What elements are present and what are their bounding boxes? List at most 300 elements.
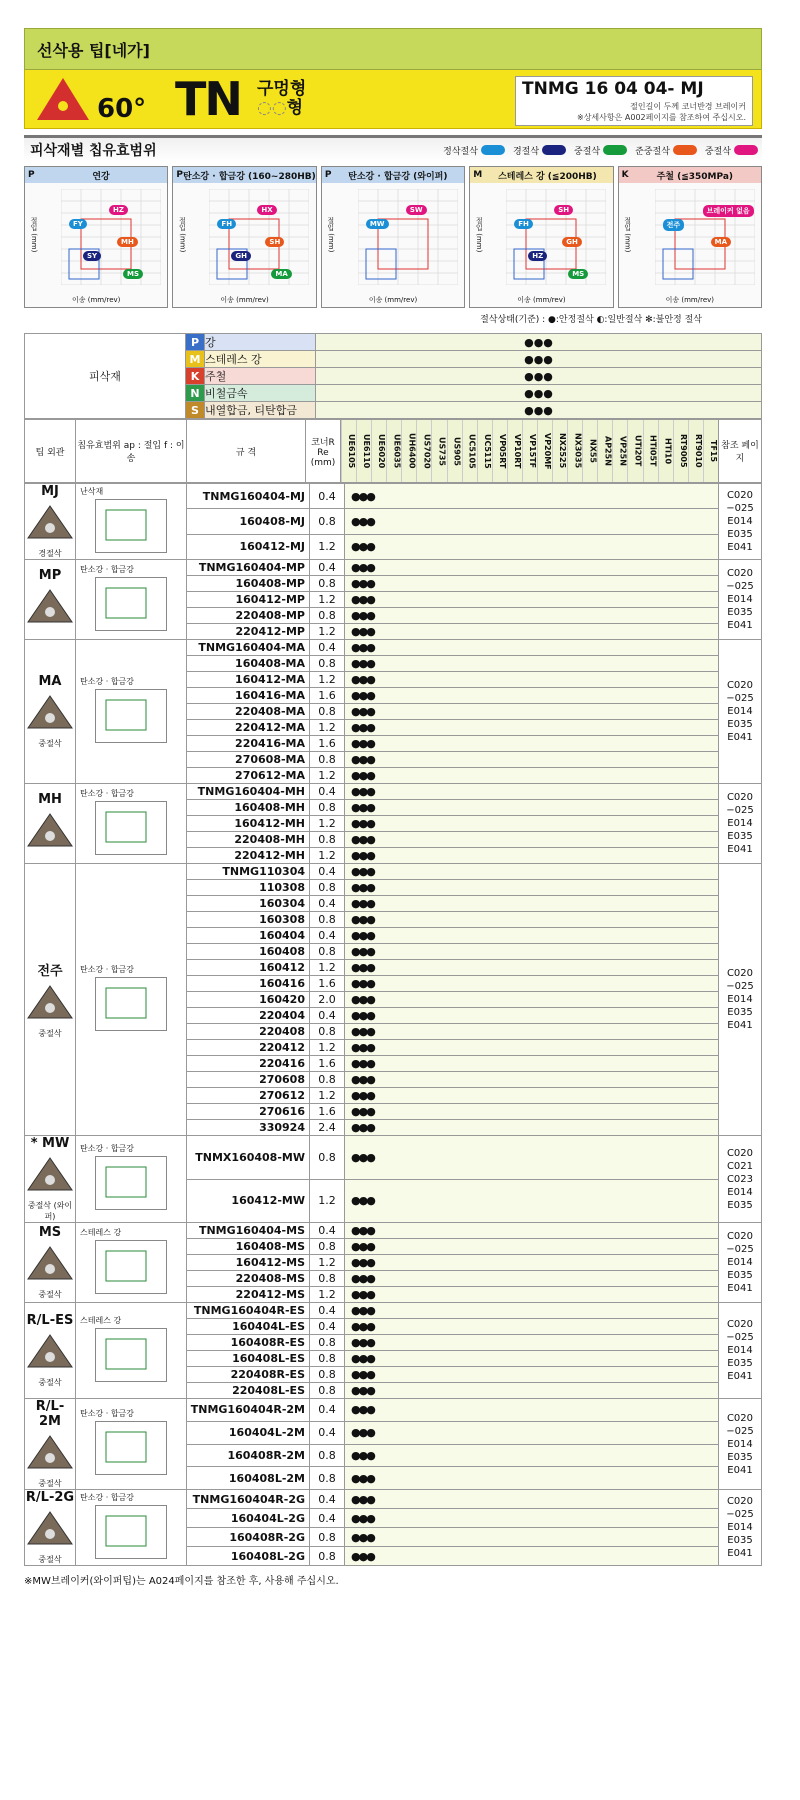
spec: 220408	[187, 1024, 310, 1040]
chart-title: 연강	[92, 171, 110, 182]
corner-radius: 0.4	[310, 1319, 345, 1335]
range-material: 탄소강 · 합금강	[80, 1144, 134, 1153]
corner-radius: 0.8	[310, 832, 345, 848]
legend-swatch	[734, 145, 758, 155]
corner-radius: 0.4	[310, 1399, 345, 1422]
material-dots: ●●●	[316, 351, 762, 368]
spec: 160404L-2M	[187, 1421, 310, 1444]
corner-radius: 0.8	[310, 1467, 345, 1490]
breaker-tag: MH	[117, 237, 138, 247]
chart-code: P	[176, 170, 184, 180]
grade-dots: ●●●	[345, 624, 719, 640]
spec: 160408-MS	[187, 1239, 310, 1255]
grade-name: UH6400	[401, 420, 416, 482]
chip-chart	[172, 166, 316, 308]
spec: 160408-MA	[187, 656, 310, 672]
tip-use: 중절삭	[38, 1479, 62, 1488]
grade-dots: ●●●	[345, 1490, 719, 1509]
grade-dots: ●●●	[345, 800, 719, 816]
corner-radius: 0.4	[310, 1490, 345, 1509]
grade-name: US7020	[416, 420, 431, 482]
ref-pages: C020 −025 E014 E035 E041	[719, 640, 762, 784]
range-material: 탄소강 · 합금강	[80, 564, 134, 574]
corner-radius: 0.8	[310, 1239, 345, 1255]
spec: 270616	[187, 1104, 310, 1120]
ref-pages: C020 −025 E014 E035 E041	[719, 1223, 762, 1303]
spec: 220404	[187, 1008, 310, 1024]
grade-dots: ●●●	[345, 1444, 719, 1467]
corner-radius: 1.2	[310, 848, 345, 864]
grade-dots: ●●●	[345, 1351, 719, 1367]
spec: TNMG160404-MH	[187, 784, 310, 800]
spec: 160408-MJ	[187, 509, 310, 534]
legend-item: 경절삭	[513, 144, 566, 157]
spec: 160404L-ES	[187, 1319, 310, 1335]
grade-dots: ●●●	[345, 1120, 719, 1136]
spec: 160404L-2G	[187, 1509, 310, 1528]
x-axis-label: 이송 (mm/rev)	[517, 296, 566, 304]
grade-name: UE6110	[356, 420, 371, 482]
corner-radius: 0.4	[310, 1421, 345, 1444]
grade-dots: ●●●	[345, 864, 719, 880]
angle-label: 60°	[97, 94, 147, 124]
breaker-tag: 브레이커 없음	[703, 205, 754, 217]
grade-dots: ●●●	[345, 576, 719, 592]
grade-dots: ●●●	[345, 1547, 719, 1566]
material-code: M	[186, 351, 205, 368]
corner-radius: 0.8	[310, 704, 345, 720]
tip-cell	[25, 1490, 76, 1566]
corner-radius: 1.2	[310, 592, 345, 608]
grade-header	[24, 419, 762, 483]
corner-radius: 0.8	[310, 912, 345, 928]
chart-title: 탄소강 · 합금강 (160~280HB)	[183, 171, 316, 182]
product-row	[25, 1303, 762, 1319]
corner-radius: 1.6	[310, 1104, 345, 1120]
range-graph	[95, 1421, 167, 1475]
grade-name: VP25N	[612, 420, 627, 482]
spec: 160408R-ES	[187, 1335, 310, 1351]
grade-dots: ●●●	[345, 1367, 719, 1383]
grade-dots: ●●●	[345, 1528, 719, 1547]
tip-cell	[25, 784, 76, 864]
spec: 330924	[187, 1120, 310, 1136]
material-dots: ●●●	[316, 334, 762, 351]
grade-name: VP15TF	[522, 420, 537, 482]
range-material: 난삭재	[80, 486, 104, 496]
spec: 110308	[187, 880, 310, 896]
corner-radius: 0.8	[310, 1072, 345, 1088]
grade-dots: ●●●	[345, 1509, 719, 1528]
grade-name: NX2525	[552, 420, 567, 482]
spec: 270612	[187, 1088, 310, 1104]
range-graph	[95, 1328, 167, 1382]
legend-item: 정삭절삭	[443, 144, 505, 157]
breaker-tag: MS	[568, 269, 588, 279]
grade-dots: ●●●	[345, 1319, 719, 1335]
tip-name: MP	[38, 567, 62, 583]
tip-cell	[25, 640, 76, 784]
code-example: TNMG 16 04 04- MJ	[522, 79, 704, 99]
spec: 220412-MH	[187, 848, 310, 864]
breaker-tag: MA	[271, 269, 291, 279]
ref-pages: C020 −025 E014 E035 E041	[719, 1399, 762, 1490]
grade-name: UE6020	[371, 420, 386, 482]
grade-name: UC5105	[462, 420, 477, 482]
ref-pages: C020 −025 E014 E035 E041	[719, 1303, 762, 1399]
spec: 160420	[187, 992, 310, 1008]
grade-dots: ●●●	[345, 1303, 719, 1319]
tip-cell	[25, 560, 76, 640]
range-graph	[95, 689, 167, 743]
spec: 220416-MA	[187, 736, 310, 752]
tip-name: R/L-2G	[25, 1490, 75, 1505]
grade-dots: ●●●	[345, 976, 719, 992]
grade-dots: ●●●	[345, 896, 719, 912]
grade-name: US905	[447, 420, 462, 482]
cutting-legend	[443, 144, 762, 157]
spec: TNMG160404-MP	[187, 560, 310, 576]
tip-cell	[25, 864, 76, 1136]
y-axis-label: 절입 (mm)	[623, 217, 632, 253]
spec: 220416	[187, 1056, 310, 1072]
ref-pages: C020 −025 E014 E035 E041	[719, 1490, 762, 1566]
tip-name: * MW	[30, 1136, 70, 1151]
chart-title: 주철 (≦350MPa)	[656, 171, 734, 182]
spec: 160404	[187, 928, 310, 944]
spec: 160412-MJ	[187, 534, 310, 559]
corner-radius: 0.8	[310, 656, 345, 672]
insert-icon	[26, 1432, 74, 1472]
range-graph	[95, 577, 167, 631]
range-cell	[76, 1223, 187, 1303]
corner-radius: 1.2	[310, 1287, 345, 1303]
chart-code: M	[473, 170, 483, 180]
corner-radius: 0.4	[310, 1303, 345, 1319]
material-code: K	[186, 368, 205, 385]
range-graph	[95, 499, 167, 553]
spec: 160408L-ES	[187, 1351, 310, 1367]
chart-title: 탄소강 · 합금강 (와이퍼)	[348, 171, 448, 182]
spec: TNMG160404R-2M	[187, 1399, 310, 1422]
grade-name: HTi05T	[643, 420, 658, 482]
tip-use: 중절삭	[38, 1029, 62, 1038]
breaker-tag: 전주	[663, 219, 685, 231]
corner-radius: 0.8	[310, 752, 345, 768]
product-row	[25, 484, 762, 509]
chart-plot	[209, 189, 309, 287]
spec: 160408R-2G	[187, 1528, 310, 1547]
grade-dots: ●●●	[345, 784, 719, 800]
grade-name: HTi10	[658, 420, 673, 482]
grade-name: UTi20T	[627, 420, 642, 482]
grade-dots: ●●●	[345, 1223, 719, 1239]
grade-name: VP20MF	[537, 420, 552, 482]
material-name: 강	[205, 334, 316, 351]
y-axis-label: 절입 (mm)	[475, 217, 484, 253]
legend-swatch	[481, 145, 505, 155]
chip-chart	[618, 166, 762, 308]
range-material: 탄소강 · 합금강	[80, 964, 134, 974]
corner-radius: 0.4	[310, 640, 345, 656]
material-name: 주철	[205, 368, 316, 385]
chip-range-charts	[24, 166, 762, 308]
tip-cell	[25, 1399, 76, 1490]
range-material: 탄소강 · 합금강	[80, 1409, 134, 1418]
range-material: 스테레스 강	[80, 1227, 122, 1237]
range-cell	[76, 1399, 187, 1490]
corner-radius: 0.4	[310, 1509, 345, 1528]
corner-radius: 0.8	[310, 509, 345, 534]
spec: 160412-MW	[187, 1179, 310, 1223]
grade-dots: ●●●	[345, 816, 719, 832]
grade-dots: ●●●	[345, 1024, 719, 1040]
x-axis-label: 이송 (mm/rev)	[72, 296, 121, 304]
spec: 160416-MA	[187, 688, 310, 704]
material-name: 스테레스 강	[205, 351, 316, 368]
material-code: P	[186, 334, 205, 351]
spec: 220412	[187, 1040, 310, 1056]
product-row	[25, 1136, 762, 1180]
product-table	[24, 483, 762, 1566]
corner-radius: 1.6	[310, 976, 345, 992]
product-type: 구멍형 ◌◌형	[257, 79, 307, 118]
cutting-state-legend: 절삭상태(기준) : ●:안정절삭 ◐:일반절삭 ✻:불안정 절삭	[480, 315, 702, 325]
chip-chart	[469, 166, 613, 308]
grade-dots: ●●●	[345, 1335, 719, 1351]
chart-plot	[61, 189, 161, 287]
grade-dots: ●●●	[345, 752, 719, 768]
grade-dots: ●●●	[345, 1072, 719, 1088]
corner-radius: 1.6	[310, 736, 345, 752]
tip-use: 중절삭	[38, 1378, 62, 1387]
corner-radius: 0.8	[310, 1547, 345, 1566]
material-dots: ●●●	[316, 402, 762, 419]
insert-icon	[26, 692, 74, 732]
ref-pages: C020 −025 E014 E035 E041	[719, 560, 762, 640]
tip-cell	[25, 1303, 76, 1399]
tip-use: 중절삭	[38, 1290, 62, 1299]
breaker-tag: SH	[265, 237, 284, 247]
grade-dots: ●●●	[345, 960, 719, 976]
spec: 270612-MA	[187, 768, 310, 784]
grade-name: RT9010	[688, 420, 703, 482]
corner-radius: 1.2	[310, 624, 345, 640]
spec: 160408R-2M	[187, 1444, 310, 1467]
material-code: S	[186, 402, 205, 419]
tip-name: MA	[38, 674, 62, 689]
chart-plot	[506, 189, 606, 287]
breaker-tag: MS	[123, 269, 143, 279]
grade-dots: ●●●	[345, 1008, 719, 1024]
corner-radius: 0.8	[310, 880, 345, 896]
x-axis-label: 이송 (mm/rev)	[665, 296, 715, 304]
legend-swatch	[673, 145, 697, 155]
tip-name: R/L-2M	[35, 1399, 65, 1429]
insert-icon	[26, 502, 74, 542]
grade-dots: ●●●	[345, 912, 719, 928]
breaker-tag: FY	[69, 219, 87, 229]
breaker-tag: MW	[366, 219, 389, 229]
chart-title: 스테레스 강 (≦200HB)	[498, 171, 597, 182]
grade-dots: ●●●	[345, 656, 719, 672]
grade-dots: ●●●	[345, 1040, 719, 1056]
insert-icon	[26, 810, 74, 850]
grade-name: UE6035	[386, 420, 401, 482]
spec: 160412	[187, 960, 310, 976]
tip-cell	[25, 1223, 76, 1303]
range-material: 스테레스 강	[80, 1315, 122, 1325]
range-cell	[76, 784, 187, 864]
spec: 220412-MP	[187, 624, 310, 640]
spec: 160412-MH	[187, 816, 310, 832]
grade-dots: ●●●	[345, 592, 719, 608]
grade-dots: ●●●	[345, 720, 719, 736]
corner-radius: 0.8	[310, 800, 345, 816]
breaker-tag: GH	[562, 237, 582, 247]
spec: 220408-MP	[187, 608, 310, 624]
corner-radius: 1.6	[310, 1056, 345, 1072]
grade-dots: ●●●	[345, 1271, 719, 1287]
grade-dots: ●●●	[345, 1399, 719, 1422]
chart-plot	[655, 189, 755, 287]
grade-dots: ●●●	[345, 560, 719, 576]
grade-dots: ●●●	[345, 1056, 719, 1072]
spec: 270608-MA	[187, 752, 310, 768]
spec: 220408-MA	[187, 704, 310, 720]
grade-name: AP25N	[597, 420, 612, 482]
grade-dots: ●●●	[345, 1421, 719, 1444]
breaker-tag: FH	[514, 219, 533, 229]
tip-name: 전주	[37, 964, 63, 979]
grade-name: RT9005	[673, 420, 688, 482]
range-graph	[95, 801, 167, 855]
material-table	[24, 333, 762, 419]
y-axis-label: 절입 (mm)	[178, 217, 187, 253]
range-graph	[95, 977, 167, 1031]
code-box	[515, 76, 753, 126]
triangle-icon	[35, 76, 91, 122]
x-axis-label: 이송 (mm/rev)	[368, 296, 418, 304]
y-axis-label: 절입 (mm)	[30, 217, 38, 253]
corner-radius: 1.2	[310, 960, 345, 976]
product-row	[25, 640, 762, 656]
grade-name: VP10RT	[507, 420, 522, 482]
grade-name: NX55	[582, 420, 597, 482]
spec: TNMG160404-MA	[187, 640, 310, 656]
chip-chart	[24, 166, 168, 308]
product-header	[24, 70, 762, 129]
breaker-tag: SW	[406, 205, 427, 215]
category-bar	[24, 28, 762, 70]
corner-radius: 0.4	[310, 864, 345, 880]
corner-radius: 2.0	[310, 992, 345, 1008]
corner-radius: 1.2	[310, 1179, 345, 1223]
spec: 160408L-2M	[187, 1467, 310, 1490]
corner-radius: 0.4	[310, 784, 345, 800]
material-name: 내열합금, 티탄합금	[205, 402, 316, 419]
breaker-tag: SH	[554, 205, 573, 215]
ref-header: 참조 페이지	[719, 420, 762, 483]
grade-name: US735	[431, 420, 446, 482]
spec: TNMG160404R-2G	[187, 1490, 310, 1509]
grade-columns	[341, 420, 719, 483]
range-cell	[76, 1490, 187, 1566]
spec: 160408-MH	[187, 800, 310, 816]
insert-icon	[26, 1243, 74, 1283]
material-dots: ●●●	[316, 368, 762, 385]
legend-item: 중절삭	[574, 144, 627, 157]
corner-radius: 0.8	[310, 1024, 345, 1040]
code-note: ※상세사항은 A002페이지를 참조하여 주십시오.	[577, 113, 746, 122]
tip-cell	[25, 1136, 76, 1223]
spec: 160408-MP	[187, 576, 310, 592]
corner-radius: 0.4	[310, 896, 345, 912]
range-cell	[76, 560, 187, 640]
spec: 160408L-2G	[187, 1547, 310, 1566]
corner-radius: 0.8	[310, 1351, 345, 1367]
grade-dots: ●●●	[345, 880, 719, 896]
grade-dots: ●●●	[345, 736, 719, 752]
legend-item: 중절삭	[705, 144, 758, 157]
column-header: 칩유효범위 ap : 절입 f : 이송	[76, 420, 187, 483]
corner-radius: 1.2	[310, 1088, 345, 1104]
material-dots: ●●●	[316, 385, 762, 402]
grade-dots: ●●●	[345, 1136, 719, 1180]
grade-name: UC5115	[477, 420, 492, 482]
grade-dots: ●●●	[345, 640, 719, 656]
tip-use: 중절삭	[38, 1555, 62, 1564]
footnote: ※MW브레이커(와이퍼팁)는 A024페이지를 참조한 후, 사용해 주십시오.	[24, 1576, 339, 1587]
insert-icon	[26, 1331, 74, 1371]
category-title: 선삭용 팁[네가]	[37, 40, 150, 60]
ref-pages: C020 −025 E014 E035 E041	[719, 784, 762, 864]
corner-radius: 0.4	[310, 1008, 345, 1024]
spec: 220412-MA	[187, 720, 310, 736]
grade-dots: ●●●	[345, 1255, 719, 1271]
grade-name: UE6105	[341, 420, 356, 482]
tip-name: R/L-ES	[26, 1313, 74, 1328]
spec: 160412-MP	[187, 592, 310, 608]
range-graph	[95, 1240, 167, 1294]
grade-name: TF15	[703, 420, 718, 482]
corner-radius: 0.8	[310, 1271, 345, 1287]
corner-radius: 1.2	[310, 816, 345, 832]
grade-dots: ●●●	[345, 1239, 719, 1255]
chart-code: P	[324, 170, 332, 180]
spec: 270608	[187, 1072, 310, 1088]
tip-cell	[25, 484, 76, 560]
spec: TNMX160408-MW	[187, 1136, 310, 1180]
corner-radius: 1.2	[310, 672, 345, 688]
corner-radius: 0.4	[310, 484, 345, 509]
spec: 220408L-ES	[187, 1383, 310, 1399]
legend-item: 준중절삭	[635, 144, 697, 157]
corner-radius: 0.8	[310, 1367, 345, 1383]
corner-radius: 0.4	[310, 1223, 345, 1239]
catalog-page	[24, 28, 762, 1587]
range-cell	[76, 484, 187, 560]
corner-radius: 1.2	[310, 720, 345, 736]
corner-radius: 1.2	[310, 534, 345, 559]
grade-dots: ●●●	[345, 1287, 719, 1303]
grade-name: VP05RT	[492, 420, 507, 482]
chip-chart	[321, 166, 465, 308]
y-axis-label: 절입 (mm)	[326, 217, 335, 253]
chart-code: P	[28, 170, 35, 180]
corner-radius: 1.6	[310, 688, 345, 704]
ref-pages: C020 C021 C023 E014 E035	[719, 1136, 762, 1223]
